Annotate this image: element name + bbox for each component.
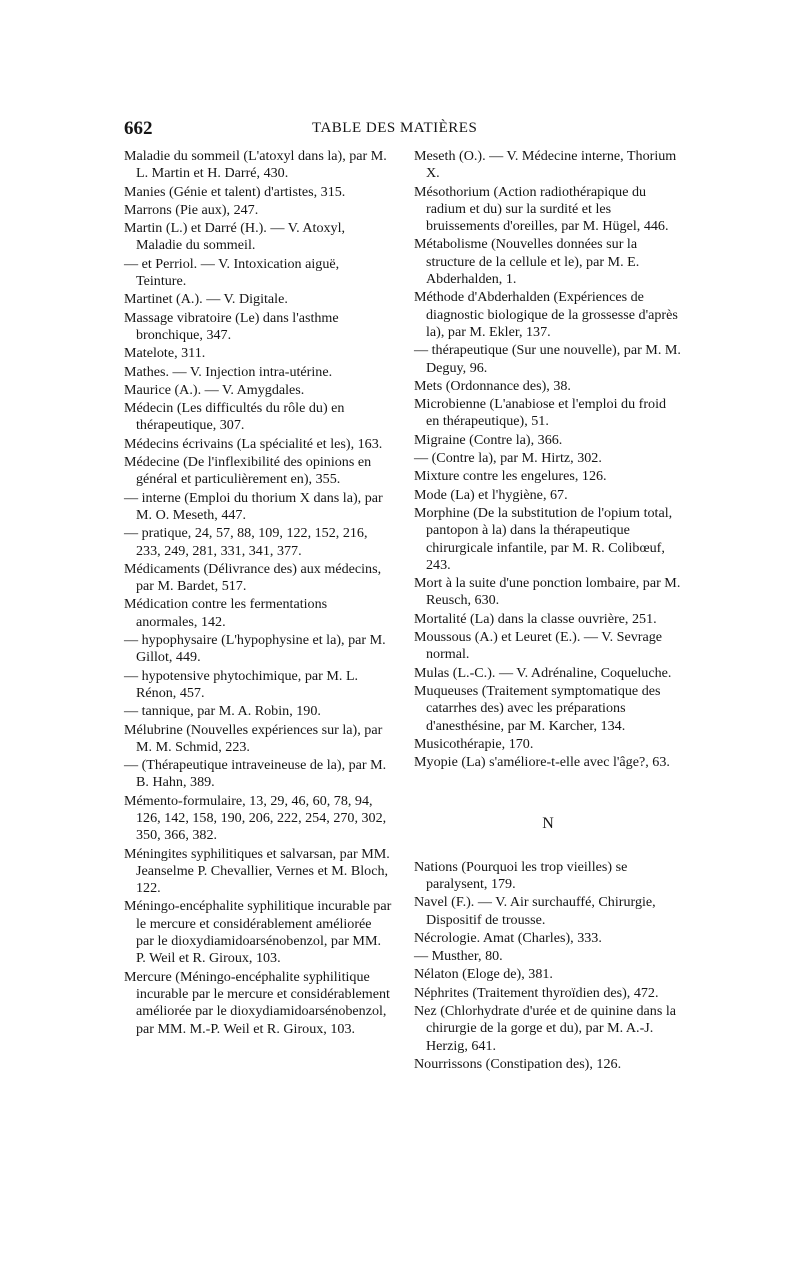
page-number: 662	[124, 118, 153, 139]
index-entry: Médication contre les fermentations anormales, 142.	[124, 596, 328, 630]
index-entry: Méningites syphilitiques et salvarsan, par MM. Jeanselme P. Chevallier, Vernes et M. Bloch, 122.	[124, 845, 390, 897]
index-entry: Médecine (De l'inflexibilité des opinions en général et particulièrement en), 355.	[124, 454, 372, 488]
index-entry: Mélubrine (Nouvelles expériences sur la), par M. M. Schmid, 223.	[124, 721, 383, 755]
index-entry: Microbienne (L'anabiose et l'emploi du froid en thérapeutique), 51.	[414, 396, 667, 430]
running-head: TABLE DES MATIÈRES	[312, 120, 478, 136]
index-entry: Musicothérapie, 170.	[414, 735, 534, 752]
index-entry: Médecin (Les difficultés du rôle du) en thérapeutique, 307.	[124, 400, 345, 434]
index-entry: Mésothorium (Action radiothérapique du radium et du) sur la surdité et les bruissements d'oreilles, par M. Hügel, 446.	[414, 183, 669, 235]
index-entry: Myopie (La) s'améliore-t-elle avec l'âge?, 63.	[414, 754, 670, 771]
index-entry: Mets (Ordonnance des), 38.	[414, 377, 571, 394]
index-entry: Médecins écrivains (La spécialité et les), 163.	[124, 435, 383, 452]
index-entry: Métabolisme (Nouvelles données sur la structure de la cellule et le), par M. E. Abderhalden, 1.	[414, 236, 640, 288]
index-entry: Maladie du sommeil (L'atoxyl dans la), par M. L. Martin et H. Darré, 430.	[124, 148, 387, 182]
index-entry: Mort à la suite d'une ponction lombaire, par M. Reusch, 630.	[414, 575, 681, 609]
index-entry: Martinet (A.). — V. Digitale.	[124, 291, 288, 308]
index-entry: Manies (Génie et talent) d'artistes, 315.	[124, 183, 346, 200]
index-entry: Mémento-formulaire, 13, 29, 46, 60, 78, 94, 126, 142, 158, 190, 206, 222, 254, 270, 302, 350, 366, 382.	[124, 792, 387, 844]
index-entry: Moussous (A.) et Leuret (E.). — V. Sevrage normal.	[414, 629, 663, 663]
index-entry: Mulas (L.-C.). — V. Adrénaline, Coqueluche.	[414, 664, 672, 681]
right-column	[414, 148, 682, 1074]
index-entry: — Musther, 80.	[414, 948, 503, 965]
index-entry: Migraine (Contre la), 366.	[414, 431, 563, 448]
index-entry: Nélaton (Eloge de), 381.	[414, 966, 553, 983]
index-entry: Mode (La) et l'hygiène, 67.	[414, 486, 568, 503]
index-entry: Maurice (A.). — V. Amygdales.	[124, 381, 305, 398]
index-entry: — hypophysaire (L'hypophysine et la), par M. Gillot, 449.	[124, 632, 386, 666]
index-entry: Mercure (Méningo-encéphalite syphilitique incurable par le mercure et considérablement améliorée par le dioxydiamidoarsénobenzol, par MM. M.-P. Weil et R. Giroux, 103.	[124, 968, 390, 1037]
index-entry: Mortalité (La) dans la classe ouvrière, 251.	[414, 610, 657, 627]
index-entry: — (Thérapeutique intraveineuse de la), par M. B. Hahn, 389.	[124, 757, 387, 791]
index-entry: Nez (Chlorhydrate d'urée et de quinine dans la chirurgie de la gorge et du), par M. A.-J. Herzig, 641.	[414, 1003, 677, 1054]
section-letter: N	[542, 815, 554, 833]
index-entry: Navel (F.). — V. Air surchauffé, Chirurgie, Dispositif de trousse.	[414, 894, 656, 928]
index-entry: — thérapeutique (Sur une nouvelle), par M. M. Deguy, 96.	[414, 342, 681, 376]
index-entry: Méningo-encéphalite syphilitique incurable par le mercure et considérablement améliorée par le dioxydiamidoarsénobenzol, par MM. P. Weil et R. Giroux, 103.	[124, 898, 392, 967]
index-entry: Mathes. — V. Injection intra-utérine.	[124, 363, 333, 380]
index-entry: — tannique, par M. A. Robin, 190.	[124, 703, 321, 720]
index-entry: Martin (L.) et Darré (H.). — V. Atoxyl, Maladie du sommeil.	[124, 220, 346, 254]
index-entry: — interne (Emploi du thorium X dans la), par M. O. Meseth, 447.	[124, 489, 383, 523]
left-column	[124, 148, 392, 1039]
index-entry: Nourrissons (Constipation des), 126.	[414, 1055, 622, 1072]
index-entry: — (Contre la), par M. Hirtz, 302.	[414, 450, 602, 467]
index-entry: — et Perriol. — V. Intoxication aiguë, Teinture.	[124, 255, 340, 290]
index-entry: Néphrites (Traitement thyroïdien des), 472.	[414, 984, 659, 1001]
index-entry: Nations (Pourquoi les trop vieilles) se paralysent, 179.	[414, 858, 628, 892]
index-entry: — hypotensive phytochimique, par M. L. Rénon, 457.	[124, 667, 359, 701]
index-entry: Morphine (De la substitution de l'opium total, pantopon à la) dans la thérapeutique chirurgicale infantile, par M. R. Colibœuf, 243.	[414, 504, 673, 573]
index-entry: Matelote, 311.	[124, 345, 206, 362]
index-entry: Massage vibratoire (Le) dans l'asthme bronchique, 347.	[124, 309, 339, 343]
index-entry: Nécrologie. Amat (Charles), 333.	[414, 929, 602, 946]
index-entry: Mixture contre les engelures, 126.	[414, 468, 607, 485]
index-entry: — pratique, 24, 57, 88, 109, 122, 152, 216, 233, 249, 281, 331, 341, 377.	[124, 525, 368, 559]
index-entry: Meseth (O.). — V. Médecine interne, Thorium X.	[414, 148, 677, 182]
index-entry: Méthode d'Abderhalden (Expériences de diagnostic biologique de la grossesse d'après la), par M. Ekler, 137.	[414, 289, 678, 340]
index-entry: Muqueuses (Traitement symptomatique des catarrhes des) avec les préparations d'anesthésine, par M. Karcher, 134.	[414, 682, 661, 734]
index-entry: Marrons (Pie aux), 247.	[124, 201, 259, 218]
index-entry: Médicaments (Délivrance des) aux médecins, par M. Bardet, 517.	[124, 560, 382, 595]
